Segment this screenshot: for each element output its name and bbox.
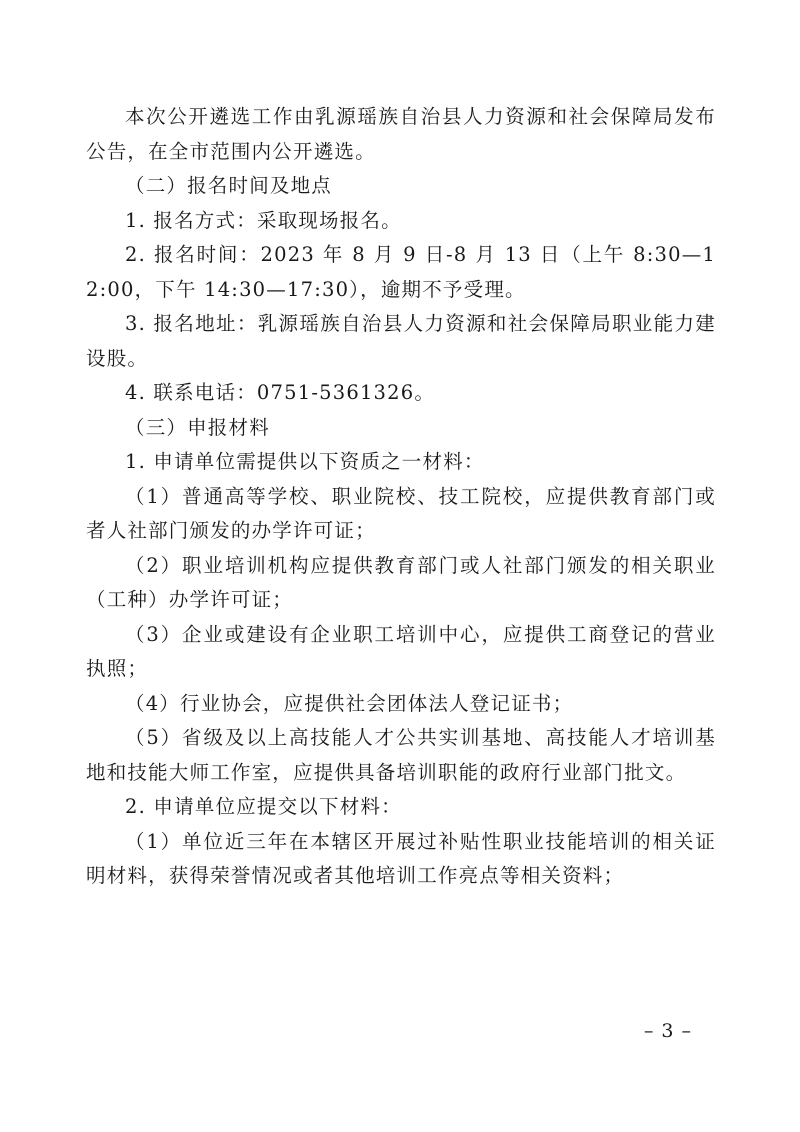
list-item-qualification-2: （2）职业培训机构应提供教育部门或人社部门颁发的相关职业（工种）办学许可证； xyxy=(86,553,716,611)
paragraph-registration-time: 2. 报名时间：2023 年 8 月 9 日-8 月 13 日（上午 8:30—12:00，下午 14:30—17:30），逾期不予受理。 xyxy=(86,243,716,301)
paragraph-registration-address: 3. 报名地址：乳源瑶族自治县人力资源和社会保障局职业能力建设股。 xyxy=(86,312,716,370)
paragraph-contact-phone: 4. 联系电话：0751-5361326。 xyxy=(125,381,436,404)
list-item-qualification-4: （4）行业协会，应提供社会团体法人登记证书； xyxy=(125,691,574,715)
document-body xyxy=(86,100,716,894)
list-item-qualification-3: （3）企业或建设有企业职工培训中心，应提供工商登记的营业执照； xyxy=(86,622,716,680)
list-item-qualification-5: （5）省级及以上高技能人才公共实训基地、高技能人才培训基地和技能大师工作室，应提供具备培训职能的政府行业部门批文。 xyxy=(86,726,716,784)
paragraph-submission-intro: 2. 申请单位应提交以下材料： xyxy=(125,795,402,818)
section-heading-materials: （三）申报材料 xyxy=(125,415,270,439)
paragraph-qualification-intro: 1. 申请单位需提供以下资质之一材料： xyxy=(125,450,485,473)
paragraph-registration-method: 1. 报名方式：采取现场报名。 xyxy=(125,208,402,232)
page-number: – 3 – xyxy=(643,1020,692,1042)
list-item-submission-1: （1）单位近三年在本辖区开展过补贴性职业技能培训的相关证明材料，获得荣誉情况或者其他培训工作亮点等相关资料； xyxy=(86,829,716,887)
paragraph-intro: 本次公开遴选工作由乳源瑶族自治县人力资源和社会保障局发布公告，在全市范围内公开遴选。 xyxy=(86,105,716,163)
section-heading-registration: （二）报名时间及地点 xyxy=(125,174,333,197)
list-item-qualification-1: （1）普通高等学校、职业院校、技工院校，应提供教育部门或者人社部门颁发的办学许可证； xyxy=(86,484,716,542)
